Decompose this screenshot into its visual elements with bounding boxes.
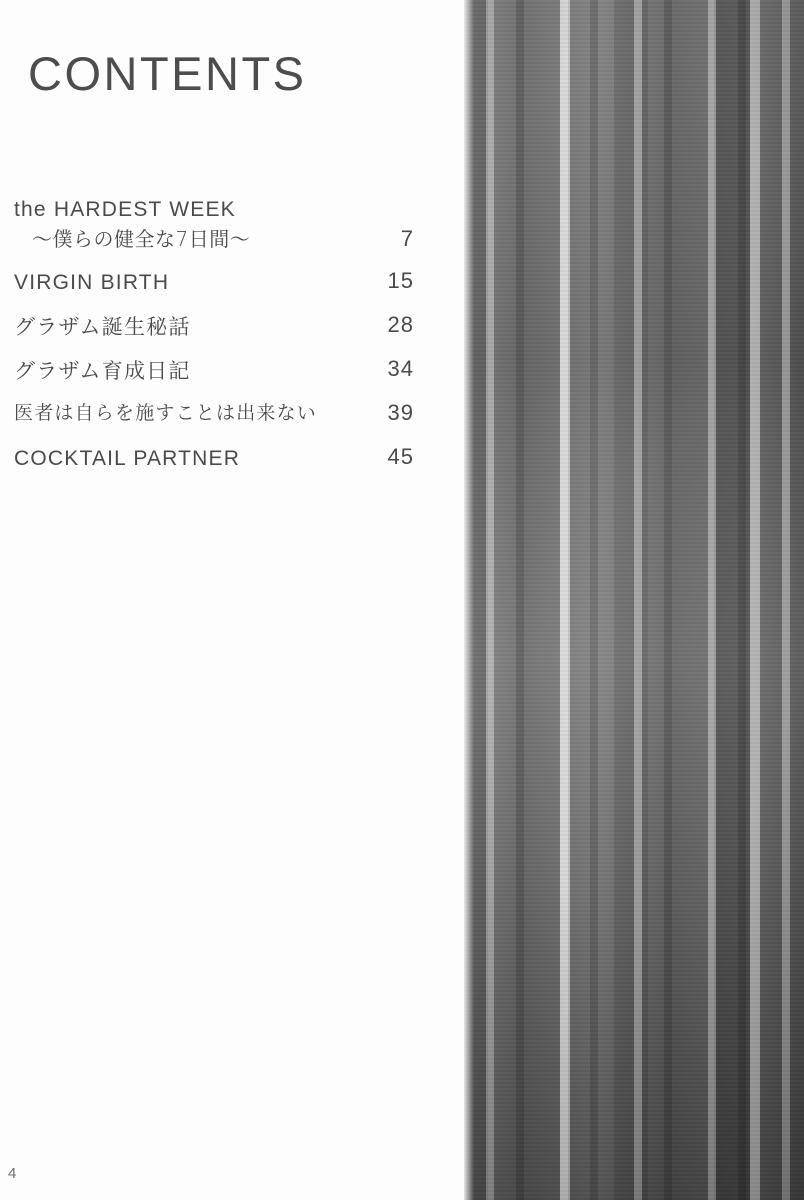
toc-entry-title	[8, 268, 354, 298]
toc-entry-page: 28	[387, 312, 414, 338]
toc-entry[interactable]	[8, 356, 428, 388]
artwork-panel	[464, 0, 804, 1200]
toc-entry-title	[8, 312, 354, 342]
toc-entry-title	[8, 444, 354, 474]
folio-page-number: 4	[8, 1165, 17, 1182]
toc-entry-title-main: the HARDEST WEEK	[14, 198, 236, 221]
toc-entry[interactable]	[8, 444, 428, 476]
toc-entry-title-main: VIRGIN BIRTH	[14, 271, 170, 295]
toc-entry-page: 45	[387, 444, 414, 470]
page-title: CONTENTS	[28, 47, 307, 100]
toc-entry-title-main: COCKTAIL PARTNER	[14, 447, 241, 471]
toc-entry-title	[8, 400, 354, 428]
toc-entry[interactable]	[8, 400, 428, 432]
toc-entry-page: 34	[387, 356, 414, 382]
artwork-vignette	[464, 0, 804, 1200]
table-of-contents	[8, 195, 428, 492]
toc-entry-title-main: グラザム育成日記	[14, 359, 191, 384]
toc-entry-subtitle: 〜僕らの健全な7日間〜	[32, 227, 251, 252]
toc-entry-page: 15	[387, 268, 414, 294]
toc-entry-title	[8, 195, 354, 254]
toc-entry-page: 39	[387, 400, 414, 426]
artwork-left-edge-highlight	[464, 0, 474, 1200]
toc-entry[interactable]	[8, 268, 428, 300]
toc-entry-title-main: グラザム誕生秘話	[14, 315, 191, 340]
toc-entry-title	[8, 356, 354, 386]
toc-entry[interactable]	[8, 195, 428, 254]
toc-entry-page: 7	[400, 226, 414, 252]
toc-entry[interactable]	[8, 312, 428, 344]
toc-entry-title-main: 医者は自らを施すことは出来ない	[14, 402, 318, 425]
